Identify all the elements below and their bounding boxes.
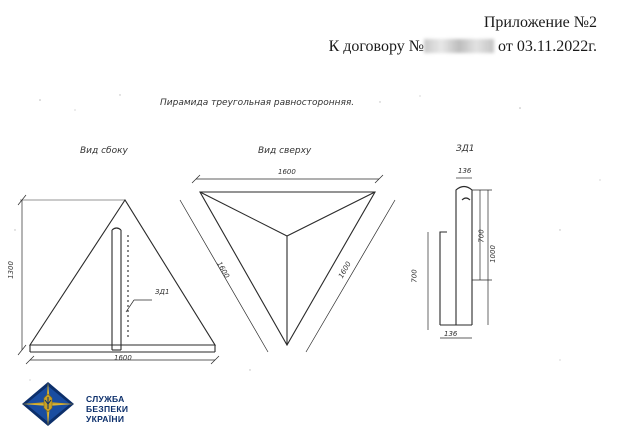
sbu-wordmark — [86, 394, 128, 424]
drawing-title: Пирамида треугольная равносторонняя. — [160, 98, 355, 108]
sbu-wordmark-line2: БЕЗПЕКИ — [86, 404, 129, 414]
top-dim-right: 1600 — [336, 260, 353, 280]
sbu-shield-logo — [20, 380, 76, 428]
detail-zd1 — [428, 178, 492, 338]
scan-noise — [14, 94, 600, 380]
top-dim-left: 1600 — [214, 260, 231, 280]
top-view — [180, 175, 395, 352]
appendix-title: Приложение №2 — [483, 14, 597, 31]
side-view — [18, 195, 219, 364]
detail-dim-left: 700 — [410, 269, 419, 283]
side-height-dim: 1300 — [6, 261, 15, 279]
top-dim-top: 1600 — [278, 168, 296, 176]
detail-dim-right2: 1000 — [488, 245, 497, 263]
top-view-label: Вид сверху — [258, 146, 312, 156]
sbu-wordmark-line1: СЛУЖБА — [86, 394, 125, 404]
side-view-label: Вид сбоку — [80, 146, 128, 156]
detail-dim-right1: 700 — [477, 229, 486, 243]
side-base-dim: 1600 — [114, 354, 132, 362]
detail-label: ЗД1 — [456, 144, 475, 154]
detail-dim-top: 136 — [458, 167, 472, 175]
side-callout: ЗД1 — [155, 288, 170, 296]
contract-prefix: К договору № — [328, 38, 425, 55]
sbu-wordmark-line3: УКРАЇНИ — [86, 414, 125, 424]
detail-dim-bottom: 136 — [444, 330, 458, 338]
contract-date: от 03.11.2022г. — [498, 38, 597, 55]
